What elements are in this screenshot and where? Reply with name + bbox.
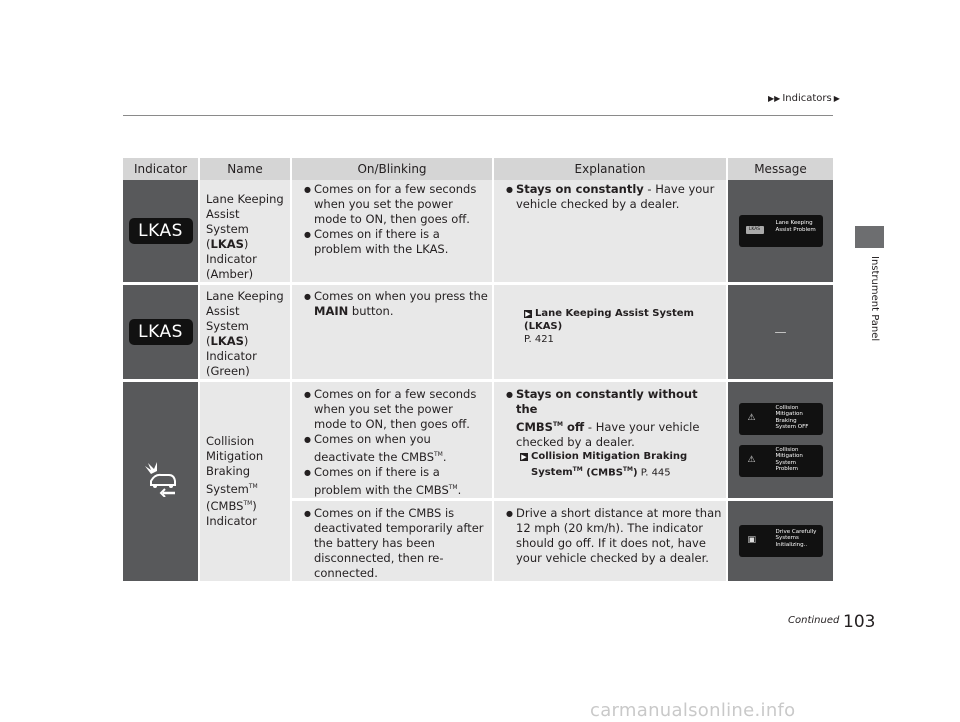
on-blinking-cell bbox=[291, 180, 493, 284]
col-header-indicator: Indicator bbox=[123, 158, 199, 180]
on-blinking-cell bbox=[291, 284, 493, 381]
list-item: ● Comes on if there is a problem with the LKAS. bbox=[304, 227, 488, 257]
cmbs-off-message-screen: ⚠ Collision Mitigation Braking System OFF bbox=[739, 403, 823, 435]
reference-arrow-icon: ▶ bbox=[521, 452, 527, 461]
continued-label: Continued bbox=[788, 615, 840, 626]
lkas-indicator-icon: LKAS bbox=[129, 319, 193, 345]
page-number: 103 bbox=[843, 612, 876, 632]
message-cell bbox=[727, 381, 833, 500]
table-row bbox=[123, 381, 833, 500]
name-cell: Collision Mitigation Braking System™ (CMBS™) Indicator bbox=[199, 381, 291, 581]
double-arrow-icon: ▶▶ bbox=[768, 94, 781, 103]
explanation-cell bbox=[493, 499, 727, 581]
list-item: ● Comes on when you deactivate the CMBS™. bbox=[304, 432, 488, 465]
breadcrumb-label: Indicators bbox=[782, 93, 832, 104]
lkas-indicator-icon: LKAS bbox=[129, 218, 193, 244]
col-header-name: Name bbox=[199, 158, 291, 180]
reference-arrow-icon: ▶ bbox=[525, 310, 531, 318]
breadcrumb bbox=[768, 93, 840, 104]
explanation-cell bbox=[493, 381, 727, 500]
section-side-label: Instrument Panel bbox=[869, 256, 880, 342]
col-header-explanation: Explanation bbox=[493, 158, 727, 180]
arrow-right-icon: ▶ bbox=[833, 94, 840, 103]
on-blinking-cell bbox=[291, 499, 493, 581]
table-row bbox=[123, 284, 833, 381]
section-tab-marker bbox=[855, 226, 884, 248]
message-cell bbox=[727, 180, 833, 284]
name-cell: Lane Keeping Assist System (LKAS) Indicator (Green) bbox=[199, 284, 291, 381]
cmbs-mini-icon: ▣ bbox=[747, 534, 757, 545]
table-header-row bbox=[123, 158, 833, 180]
indicator-cell bbox=[123, 180, 199, 284]
list-item: ● Comes on if there is a problem with the CMBS™. bbox=[304, 465, 488, 498]
cross-reference-link[interactable]: ▶ Collision Mitigation Braking System™ (CMBS™) P. 445 bbox=[521, 450, 688, 479]
list-item: ● Stays on constantly without the CMBS™ off - Have your vehicle checked by a dealer. bbox=[506, 387, 722, 450]
header-rule bbox=[123, 115, 833, 116]
watermark: carmanualsonline.info bbox=[590, 700, 796, 721]
list-item: ● Comes on when you press the MAIN button. bbox=[304, 289, 488, 319]
message-cell bbox=[727, 499, 833, 581]
lkas-problem-message-screen: LKAS Lane Keeping Assist Problem bbox=[739, 215, 823, 247]
col-header-message: Message bbox=[727, 158, 833, 180]
no-message-dash: — bbox=[774, 324, 787, 339]
message-cell bbox=[727, 284, 833, 381]
explanation-cell bbox=[493, 180, 727, 284]
cross-reference-link[interactable]: ▶ Lane Keeping Assist System (LKAS) P. 421 bbox=[524, 308, 694, 345]
cmbs-mini-icon: ⚠ bbox=[747, 412, 756, 423]
table-row bbox=[123, 180, 833, 284]
indicator-cell bbox=[123, 284, 199, 381]
explanation-cell bbox=[493, 284, 727, 381]
list-item: ● Comes on for a few seconds when you set the power mode to ON, then goes off. bbox=[304, 387, 488, 432]
indicator-table bbox=[123, 158, 833, 581]
col-header-on-blinking: On/Blinking bbox=[291, 158, 493, 180]
list-item: ● Drive a short distance at more than 12 mph (20 km/h). The indicator should go off. If it does not, have your vehicle checked by a dealer. bbox=[506, 506, 722, 566]
name-cell: Lane Keeping Assist System (LKAS) Indicator (Amber) bbox=[199, 180, 291, 284]
cmbs-mini-icon: ⚠ bbox=[747, 454, 756, 465]
indicator-cell bbox=[123, 381, 199, 581]
list-item: ● Comes on if the CMBS is deactivated temporarily after the battery has been disconnected, then re-connected. bbox=[304, 506, 488, 581]
drive-carefully-message-screen: ▣ Drive Carefully Systems Initializing.. bbox=[739, 525, 823, 557]
cmbs-problem-message-screen: ⚠ Collision Mitigation System Problem bbox=[739, 445, 823, 477]
on-blinking-cell bbox=[291, 381, 493, 500]
list-item: ● Comes on for a few seconds when you set the power mode to ON, then goes off. bbox=[304, 182, 488, 227]
lkas-mini-icon: LKAS bbox=[746, 226, 764, 234]
cmbs-indicator-icon bbox=[141, 461, 181, 497]
list-item: ● Stays on constantly - Have your vehicle checked by a dealer. bbox=[506, 182, 722, 212]
